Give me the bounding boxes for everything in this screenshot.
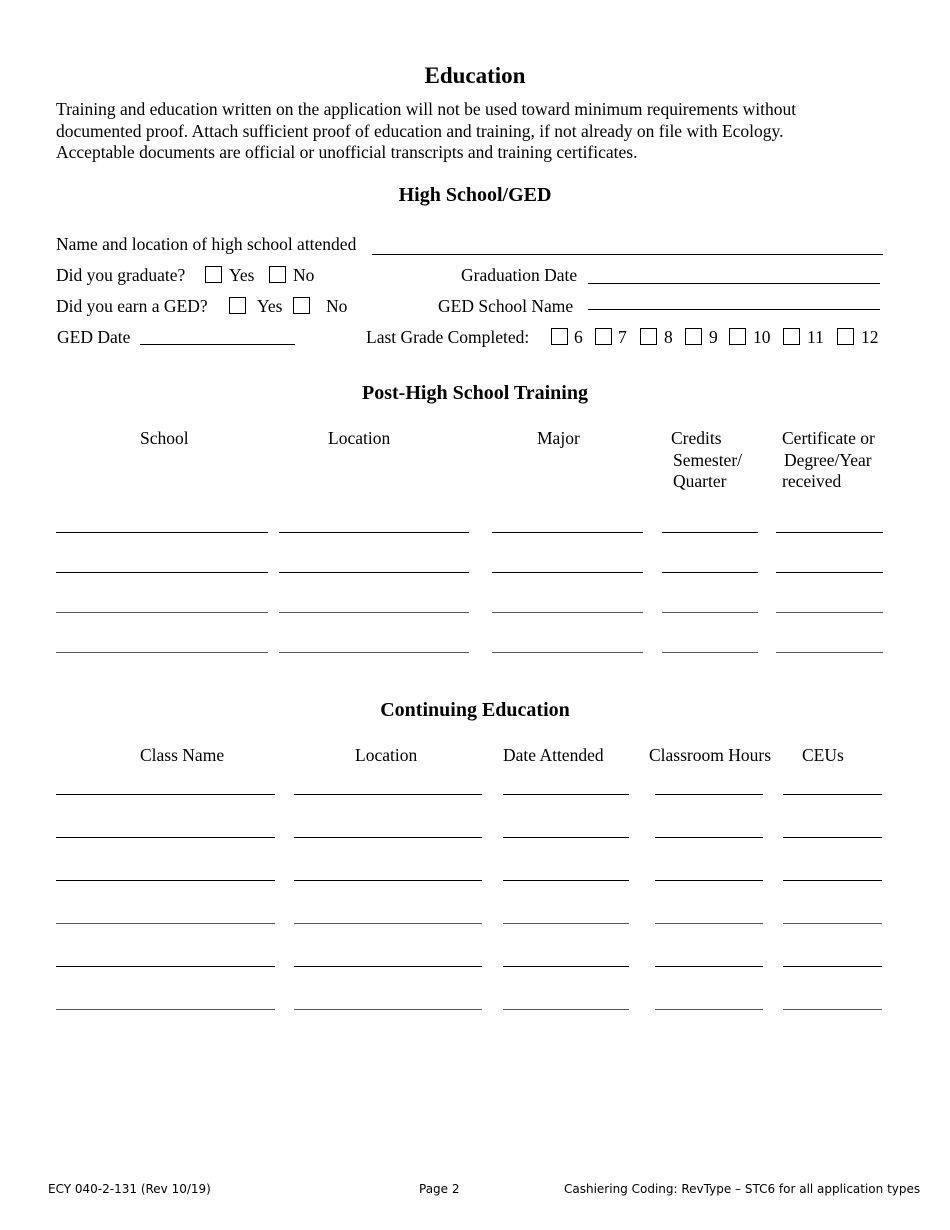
grade-7-label: 7	[618, 327, 627, 347]
footer-cashiering-coding: Cashiering Coding: RevType – STC6 for all application types	[564, 1182, 921, 1196]
ce-row-4-date[interactable]	[503, 923, 629, 924]
ged-date-label: GED Date	[57, 327, 131, 347]
ce-row-3-hours[interactable]	[655, 880, 763, 881]
ged-no-label: No	[326, 296, 348, 316]
ce-row-2-ceus[interactable]	[783, 837, 882, 838]
col-header-location: Location	[328, 428, 391, 448]
post-high-row-4-school[interactable]	[56, 652, 268, 653]
ce-row-4-location[interactable]	[294, 923, 482, 924]
ged-date-field[interactable]	[140, 344, 295, 345]
grade-9-label: 9	[709, 327, 718, 347]
grade-11-checkbox[interactable]	[783, 328, 800, 345]
post-high-row-4-major[interactable]	[492, 652, 643, 653]
intro-line-1: Training and education written on the application will not be used toward minimum requirements without	[56, 99, 797, 119]
graduate-yes-label: Yes	[229, 265, 255, 285]
post-high-row-3-location[interactable]	[279, 612, 469, 613]
post-high-heading: Post-High School Training	[362, 382, 588, 404]
post-high-row-4-location[interactable]	[279, 652, 469, 653]
grade-8-label: 8	[664, 327, 673, 347]
post-high-row-2-credits[interactable]	[662, 572, 758, 573]
grade-7-checkbox[interactable]	[595, 328, 612, 345]
col-header-credits	[671, 428, 742, 493]
page-title: Education	[424, 63, 526, 88]
grade-8-checkbox[interactable]	[640, 328, 657, 345]
post-high-row-3-major[interactable]	[492, 612, 643, 613]
grade-6-label: 6	[574, 327, 583, 347]
post-high-row-3-certificate[interactable]	[776, 612, 883, 613]
ce-row-4-class[interactable]	[56, 923, 275, 924]
post-high-row-1-location[interactable]	[279, 532, 469, 533]
col-header-credits-line-1: Credits	[671, 428, 722, 448]
col-header-certificate-line-3: received	[782, 471, 842, 491]
intro-line-3: Acceptable documents are official or unofficial transcripts and training certificates.	[56, 142, 638, 162]
ce-row-5-hours[interactable]	[655, 966, 763, 967]
post-high-row-4-credits[interactable]	[662, 652, 758, 653]
post-high-row-2-certificate[interactable]	[776, 572, 883, 573]
last-grade-label: Last Grade Completed:	[366, 327, 530, 347]
ce-row-1-hours[interactable]	[655, 794, 763, 795]
graduate-label: Did you graduate?	[56, 265, 186, 285]
post-high-row-2-school[interactable]	[56, 572, 268, 573]
ged-yes-label: Yes	[257, 296, 283, 316]
ce-row-6-class[interactable]	[56, 1009, 275, 1010]
post-high-row-4-certificate[interactable]	[776, 652, 883, 653]
col-header-credits-line-3: Quarter	[673, 471, 727, 491]
ce-row-3-date[interactable]	[503, 880, 629, 881]
ce-row-1-location[interactable]	[294, 794, 482, 795]
grade-6-checkbox[interactable]	[551, 328, 568, 345]
grade-10-checkbox[interactable]	[729, 328, 746, 345]
ce-row-5-class[interactable]	[56, 966, 275, 967]
ce-row-6-location[interactable]	[294, 1009, 482, 1010]
ce-row-1-date[interactable]	[503, 794, 629, 795]
col-header-certificate-line-2: Degree/Year	[784, 449, 872, 470]
high-school-heading: High School/GED	[398, 184, 552, 206]
footer-page-number: Page 2	[419, 1182, 460, 1196]
col-header-major: Major	[537, 428, 580, 448]
ce-row-5-ceus[interactable]	[783, 966, 882, 967]
ce-row-3-location[interactable]	[294, 880, 482, 881]
col-header-ce-location: Location	[355, 745, 418, 765]
post-high-row-1-major[interactable]	[492, 532, 643, 533]
post-high-row-1-school[interactable]	[56, 532, 268, 533]
ged-label: Did you earn a GED?	[56, 296, 208, 316]
grade-10-label: 10	[753, 327, 771, 347]
ce-row-2-class[interactable]	[56, 837, 275, 838]
col-header-certificate-line-1: Certificate or	[782, 428, 875, 448]
col-header-school: School	[140, 428, 189, 448]
ce-row-1-ceus[interactable]	[783, 794, 882, 795]
ce-row-5-location[interactable]	[294, 966, 482, 967]
ce-row-4-hours[interactable]	[655, 923, 763, 924]
grade-11-label: 11	[807, 327, 824, 347]
graduate-no-label: No	[293, 265, 315, 285]
high-school-name-field[interactable]	[372, 254, 883, 255]
ged-yes-checkbox[interactable]	[229, 297, 246, 314]
ce-row-3-class[interactable]	[56, 880, 275, 881]
high-school-name-label: Name and location of high school attended	[56, 234, 357, 254]
intro-line-2: documented proof. Attach sufficient proof of education and training, if not already on file with Ecology.	[56, 120, 784, 141]
post-high-row-2-location[interactable]	[279, 572, 469, 573]
graduation-date-label: Graduation Date	[461, 265, 578, 285]
graduate-yes-checkbox[interactable]	[205, 266, 222, 283]
ce-row-1-class[interactable]	[56, 794, 275, 795]
ce-row-6-date[interactable]	[503, 1009, 629, 1010]
col-header-date-attended: Date Attended	[503, 745, 604, 765]
ged-school-label: GED School Name	[438, 296, 574, 316]
grade-9-checkbox[interactable]	[685, 328, 702, 345]
grade-12-label: 12	[861, 327, 879, 347]
ce-row-6-hours[interactable]	[655, 1009, 763, 1010]
col-header-credits-line-2: Semester/	[673, 449, 743, 470]
ged-no-checkbox[interactable]	[293, 297, 310, 314]
post-high-row-2-major[interactable]	[492, 572, 643, 573]
post-high-row-1-credits[interactable]	[662, 532, 758, 533]
continuing-heading: Continuing Education	[380, 699, 570, 721]
post-high-row-1-certificate[interactable]	[776, 532, 883, 533]
footer-form-id: ECY 040-2-131 (Rev 10/19)	[48, 1182, 211, 1196]
ce-row-2-date[interactable]	[503, 837, 629, 838]
ce-row-2-location[interactable]	[294, 837, 482, 838]
post-high-row-3-school[interactable]	[56, 612, 268, 613]
ce-row-5-date[interactable]	[503, 966, 629, 967]
ce-row-2-hours[interactable]	[655, 837, 763, 838]
ce-row-4-ceus[interactable]	[783, 923, 882, 924]
grade-12-checkbox[interactable]	[837, 328, 854, 345]
ce-row-6-ceus[interactable]	[783, 1009, 882, 1010]
ce-row-3-ceus[interactable]	[783, 880, 882, 881]
col-header-class-name: Class Name	[140, 745, 225, 765]
post-high-row-3-credits[interactable]	[662, 612, 758, 613]
col-header-certificate	[782, 428, 875, 493]
col-header-classroom-hours: Classroom Hours	[649, 745, 772, 765]
ged-school-field[interactable]	[588, 309, 880, 310]
graduate-no-checkbox[interactable]	[269, 266, 286, 283]
col-header-ceus: CEUs	[802, 745, 844, 765]
graduation-date-field[interactable]	[588, 283, 880, 284]
